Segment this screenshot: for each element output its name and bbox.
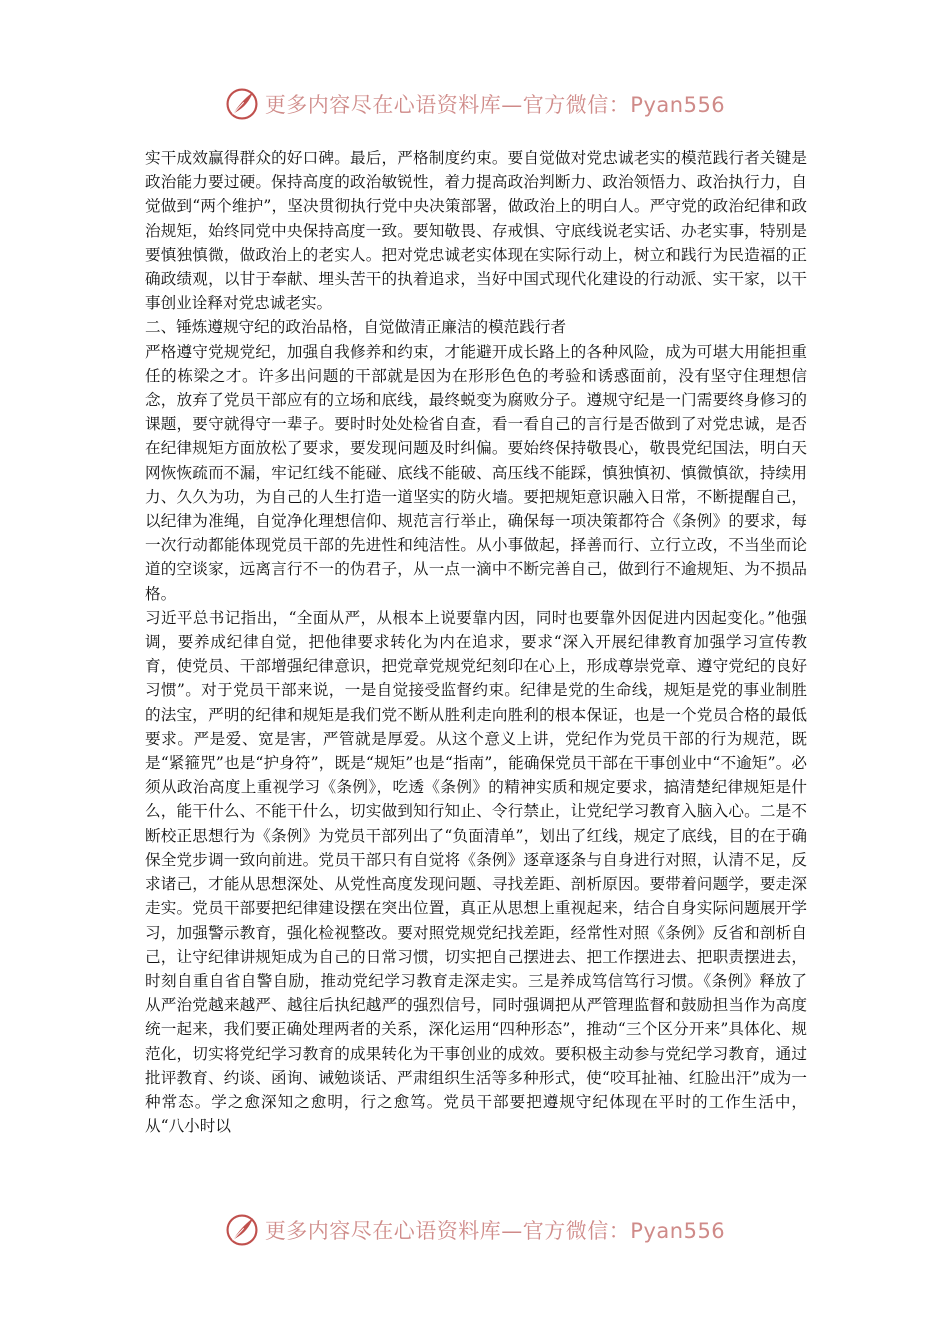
feather-pen-logo-icon bbox=[225, 87, 259, 121]
paragraph: 实干成效赢得群众的好口碑。最后，严格制度约束。要自觉做对党忠诚老实的模范践行者关键是政治能力要过硬。保持高度的政治敏锐性，着力提高政治判断力、政治领悟力、政治执行力，自觉做到“两个维护”，坚决贯彻执行党中央决策部署，做政治上的明白人。严守党的政治纪律和政治规矩，始终同党中央保持高度一致。要知敬畏、存戒惧、守底线说老实话、办老实事，特别是要慎独慎微，做政治上的老实人。把对党忠诚老实体现在实际行动上，树立和践行为民造福的正确政绩观，以甘于奉献、埋头苦干的执着追求，当好中国式现代化建设的行动派、实干家，以干事创业诠释对党忠诚老实。 bbox=[145, 149, 807, 313]
watermark-text: 更多内容尽在心语资料库—官方微信：Pyan556 bbox=[264, 1219, 726, 1243]
feather-pen-logo-icon bbox=[225, 1213, 259, 1247]
document-body bbox=[145, 146, 807, 1138]
section-heading: 二、锤炼遵规守纪的政治品格，自觉做清正廉洁的模范践行者 bbox=[145, 318, 567, 337]
header-watermark bbox=[0, 84, 950, 124]
paragraph: 严格遵守党规党纪，加强自我修养和约束，才能避开成长路上的各种风险，成为可堪大用能担重任的栋梁之才。许多出问题的干部就是因为在形形色色的考验和诱惑面前，没有坚守住理想信念，放弃了党员干部应有的立场和底线，最终蜕变为腐败分子。遵规守纪是一门需要终身修习的课题，要守就得守一辈子。要时时处处检省自查，看一看自己的言行是否做到了对党忠诚，是否在纪律规矩方面放松了要求，要发现问题及时纠偏。要始终保持敬畏心，敬畏党纪国法，明白天网恢恢疏而不漏，牢记红线不能碰、底线不能破、高压线不能踩，慎独慎初、慎微慎欲，持续用力、久久为功，为自己的人生打造一道坚实的防火墙。要把规矩意识融入日常，不断提醒自己，以纪律为准绳，自觉净化理想信仰、规范言行举止，确保每一项决策都符合《条例》的要求，每一次行动都能体现党员干部的先进性和纯洁性。从小事做起，择善而行、立行立改，不当坐而论道的空谈家，远离言行不一的伪君子，从一点一滴中不断完善自己，做到行不逾规矩、为不损品格。 bbox=[145, 342, 807, 603]
watermark-text: 更多内容尽在心语资料库—官方微信：Pyan556 bbox=[264, 93, 726, 117]
footer-watermark bbox=[0, 1210, 950, 1250]
paragraph: 习近平总书记指出，“全面从严，从根本上说要靠内因，同时也要靠外因促进内因起变化。”他强调，要养成纪律自觉，把他律要求转化为内在追求，要求“深入开展纪律教育加强学习宣传教育，使党员、干部增强纪律意识，把党章党规党纪刻印在心上，形成尊崇党章、遵守党纪的良好习惯”。对于党员干部来说，一是自觉接受监督约束。纪律是党的生命线，规矩是党的事业制胜的法宝，严明的纪律和规矩是我们党不断从胜利走向胜利的根本保证，也是一个党员合格的最低要求。严是爱、宽是害，严管就是厚爱。从这个意义上讲，党纪作为党员干部的行为规范，既是“紧箍咒”也是“护身符”，既是“规矩”也是“指南”，能确保党员干部在干事创业中“不逾矩”。必须从政治高度上重视学习《条例》，吃透《条例》的精神实质和规定要求，搞清楚纪律规矩是什么，能干什么、不能干什么，切实做到知行知止、令行禁止，让党纪学习教育入脑入心。二是不断校正思想行为《条例》为党员干部列出了“负面清单”，划出了红线，规定了底线，目的在于确保全党步调一致向前进。党员干部只有自觉将《条例》逐章逐条与自身进行对照，认清不足，反求诸己，才能从思想深处、从党性高度发现问题、寻找差距、剖析原因。要带着问题学，要走深走实。党员干部要把纪律建设摆在突出位置，真正从思想上重视起来，结合自身实际问题展开学习，加强警示教育，强化检视整改。要对照党规党纪找差距，经常性对照《条例》反省和剖析自己，让守纪律讲规矩成为自己的日常习惯，切实把自己摆进去、把工作摆进去、把职责摆进去，时刻自重自省自警自励，推动党纪学习教育走深走实。三是养成笃信笃行习惯。《条例》释放了从严治党越来越严、越往后执纪越严的强烈信号，同时强调把从严管理监督和鼓励担当作为高度统一起来，我们要正确处理两者的关系，深化运用“四种形态”，推动“三个区分开来”具体化、规范化，切实将党纪学习教育的成果转化为干事创业的成效。要积极主动参与党纪学习教育，通过批评教育、约谈、函询、诫勉谈话、严肃组织生活等多种形式，使“咬耳扯袖、红脸出汗”成为一种常态。学之愈深知之愈明，行之愈笃。党员干部要把遵规守纪体现在平时的工作生活中，从“八小时以 bbox=[145, 608, 807, 1136]
